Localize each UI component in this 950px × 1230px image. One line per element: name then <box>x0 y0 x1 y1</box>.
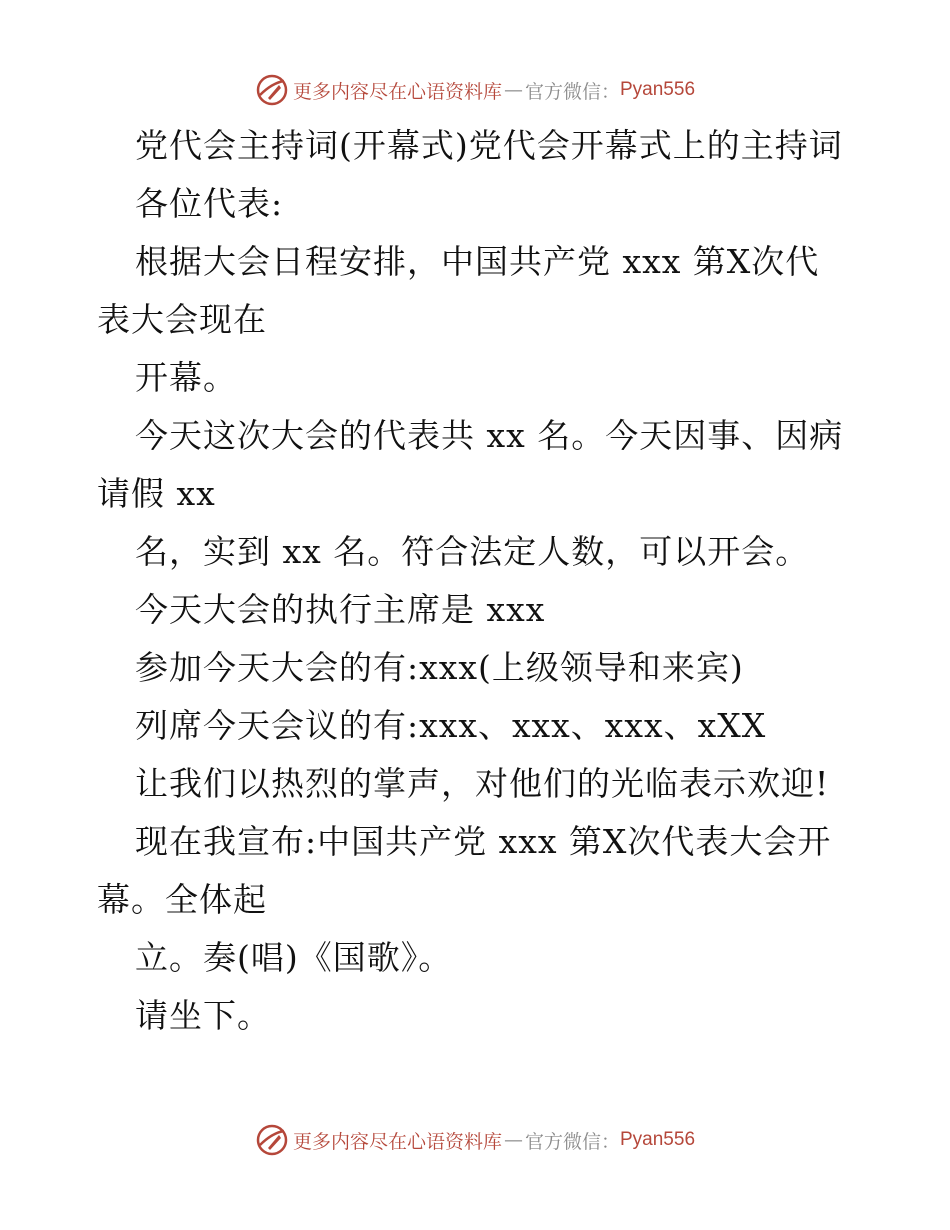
watermark-wechat-id: Pyan556 <box>620 79 696 100</box>
header-watermark <box>0 70 950 110</box>
paragraph-line: 表大会现在 <box>97 300 267 339</box>
watermark-wechat-id: Pyan556 <box>620 1129 696 1150</box>
paragraph-line: 今天大会的执行主席是 xxx <box>135 590 546 629</box>
paragraph-line: 名，实到 xx 名。符合法定人数，可以开会。 <box>135 532 810 571</box>
paragraph-line: 立。奏(唱)《国歌》。 <box>135 938 453 977</box>
paragraph-line: 现在我宣布:中国共产党 xxx 第Ⅹ次代表大会开 <box>135 822 832 861</box>
paragraph-line: 列席今天会议的有:xxx、xxx、xxx、xXX <box>135 706 767 745</box>
paragraph-line: 今天这次大会的代表共 xx 名。今天因事、因病 <box>135 416 844 455</box>
watermark-separator: — <box>503 79 523 101</box>
watermark-separator: — <box>503 1129 523 1151</box>
paragraph-line: 参加今天大会的有:xxx(上级领导和来宾) <box>135 648 744 687</box>
paragraph-line: 开幕。 <box>135 358 237 397</box>
pen-logo-icon <box>255 73 289 107</box>
document-body <box>97 117 857 1045</box>
paragraph-line: 请坐下。 <box>135 996 271 1035</box>
paragraph-line: 让我们以热烈的掌声，对他们的光临表示欢迎! <box>135 764 830 803</box>
footer-watermark <box>0 1120 950 1160</box>
paragraph-line: 根据大会日程安排，中国共产党 xxx 第Ⅹ次代 <box>135 242 820 281</box>
paragraph-line: 请假 xx <box>97 474 216 513</box>
paragraph-line: 幕。全体起 <box>97 880 267 919</box>
watermark-text: 更多内容尽在心语资料库 <box>292 80 502 103</box>
document-title: 党代会主持词(开幕式)党代会开幕式上的主持词 <box>135 126 843 165</box>
pen-logo-icon <box>255 1123 289 1157</box>
watermark-label: 官方微信： <box>524 1130 620 1153</box>
watermark-label: 官方微信： <box>524 80 620 103</box>
salutation: 各位代表: <box>135 184 284 223</box>
watermark-text: 更多内容尽在心语资料库 <box>292 1130 502 1153</box>
